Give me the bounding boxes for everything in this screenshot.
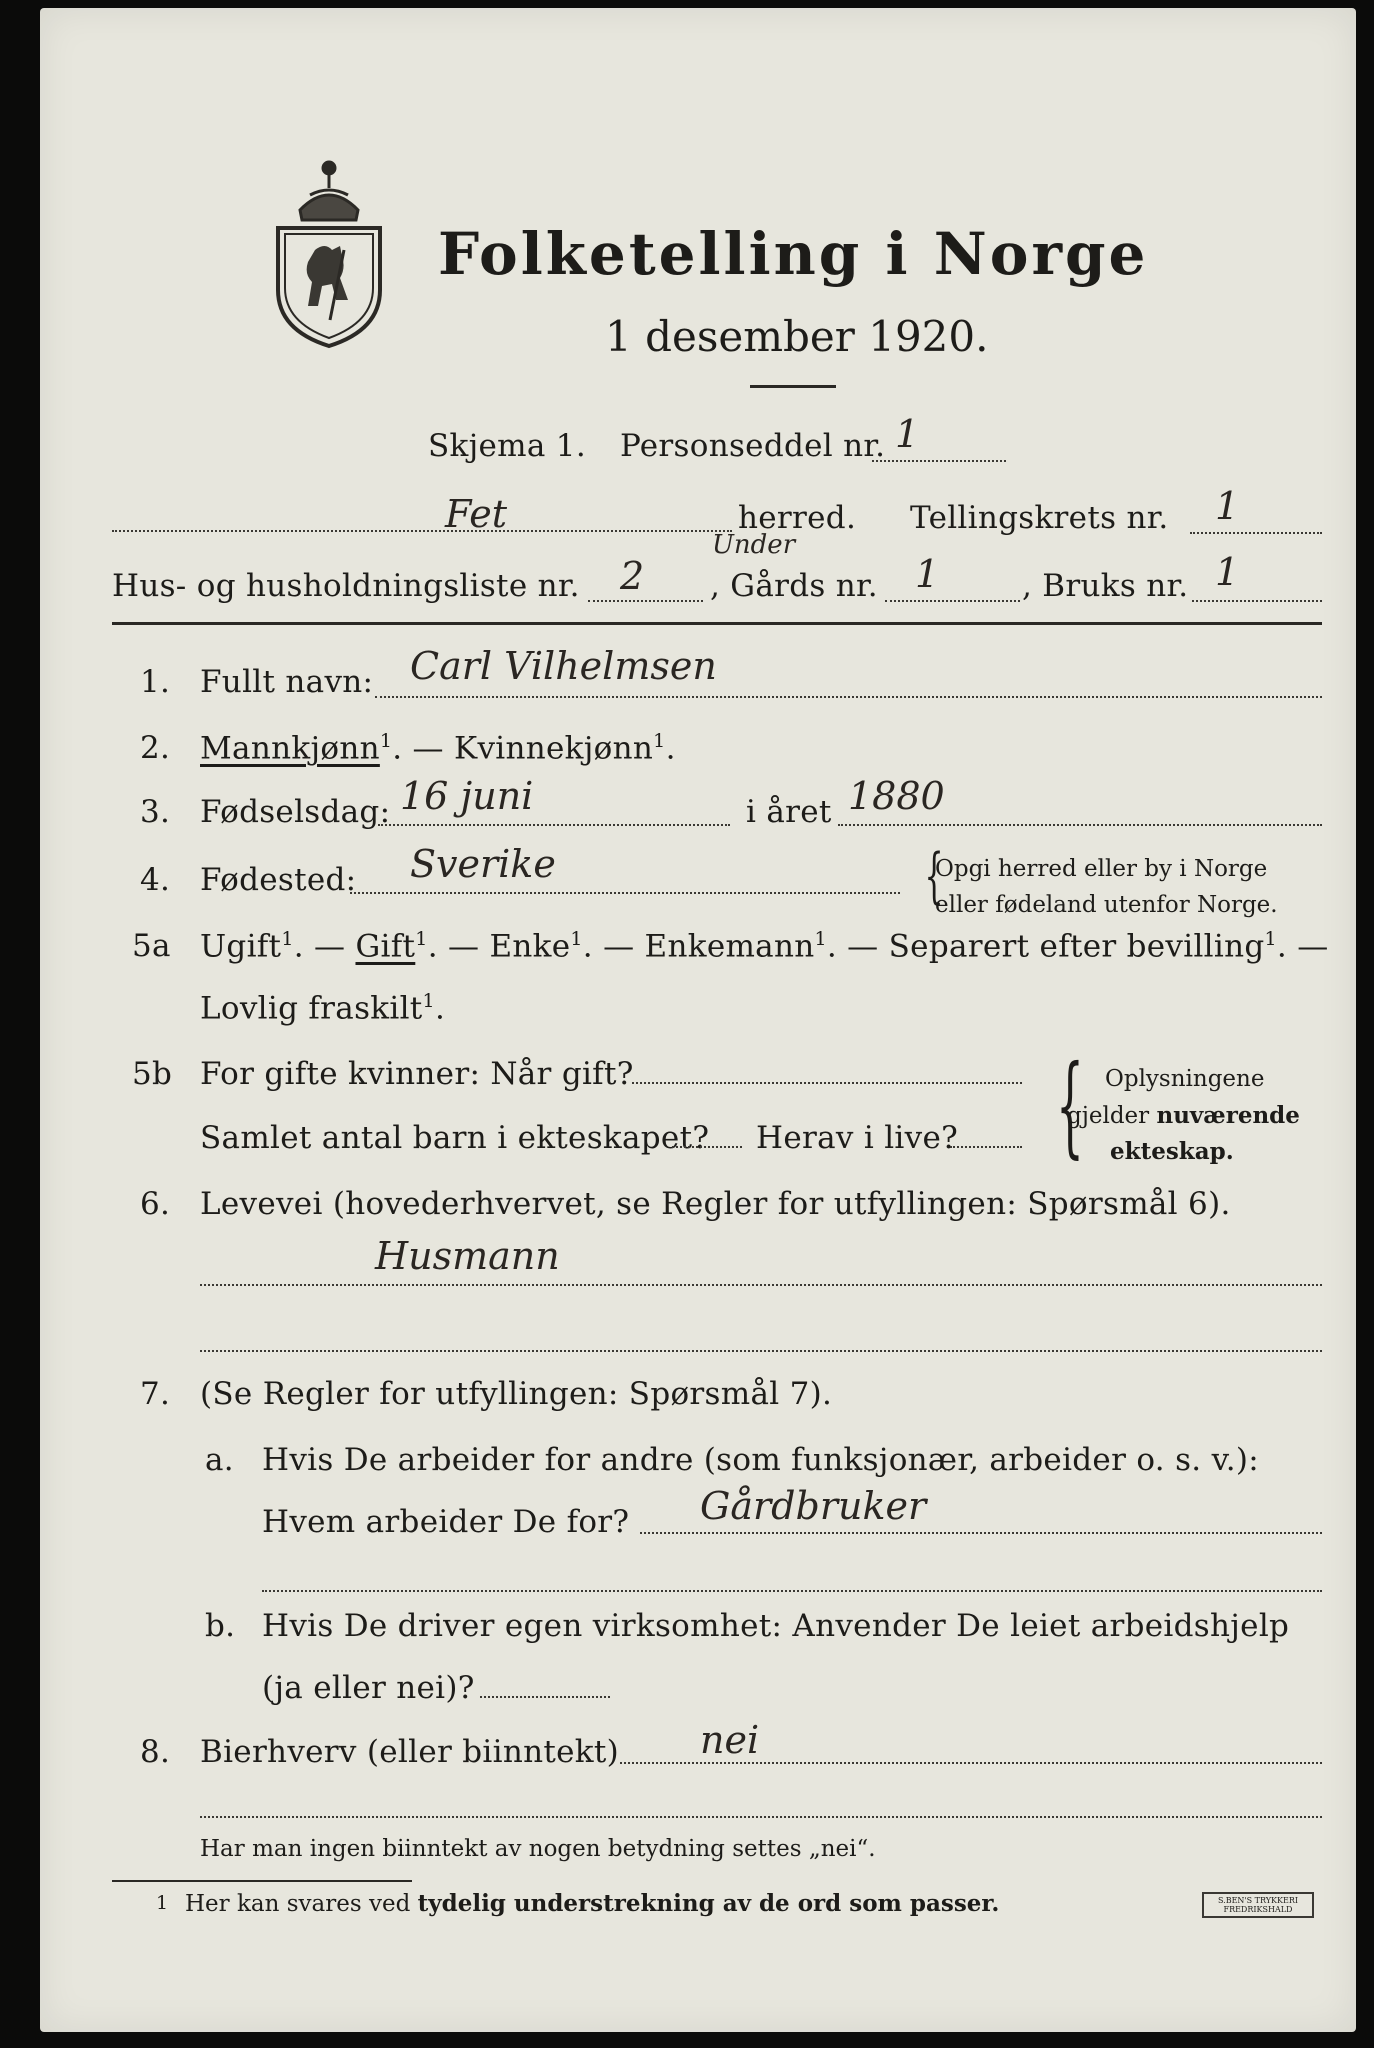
printer-stamp: S.BEN'S TRYKKERI FREDRIKSHALD	[1202, 1892, 1314, 1918]
q3-year-label: i året	[746, 794, 832, 830]
person-number-value: 1	[895, 412, 920, 456]
q5b-note-line3: ekteskap.	[1110, 1138, 1234, 1165]
q7a-label: Hvis De arbeider for andre (som funksjonær, arbeider o. s. v.):	[262, 1442, 1260, 1478]
q5b-label-married: For gifte kvinner: Når gift?	[200, 1056, 634, 1092]
q5b-married-line	[632, 1082, 1022, 1084]
q5b-alive-line	[950, 1146, 1022, 1148]
q7b-line	[480, 1696, 610, 1698]
under-note: Under	[712, 530, 796, 560]
q7a-line1	[640, 1532, 1322, 1534]
q7-label: (Se Regler for utfyllingen: Spørsmål 7).	[200, 1376, 833, 1412]
tellingskrets-value: 1	[1215, 484, 1240, 528]
q5b-label-alive: Herav i live?	[756, 1120, 959, 1156]
footnote-text: Her kan svares ved tydelig understrekning av de ord som passer.	[185, 1890, 1000, 1917]
bruks-line	[1192, 600, 1322, 602]
form-title: Folketelling i Norge	[438, 220, 1149, 288]
q5a-options: Ugift$^1$. — Gift$^1$. — Enke$^1$. — Enkemann$^1$. — Separert efter bevilling$^1$. —	[200, 928, 1329, 965]
herred-label: herred.	[738, 500, 857, 536]
gards-label: , Gårds nr.	[710, 568, 878, 604]
person-label: Personseddel nr.	[620, 428, 886, 464]
herred-value: Fet	[445, 492, 508, 536]
q3-year-line	[838, 824, 1322, 826]
q8-label: Bierhverv (eller biinntekt)	[200, 1734, 620, 1770]
q8-note: Har man ingen biinntekt av nogen betydning settes „nei“.	[200, 1836, 876, 1862]
q7a-question: Hvem arbeider De for?	[262, 1504, 630, 1540]
q4-note-line1: Opgi herred eller by i Norge	[935, 856, 1268, 882]
q6-label: Levevei (hovederhvervet, se Regler for utfyllingen: Spørsmål 6).	[200, 1186, 1231, 1222]
q5a-enke: Enke	[489, 928, 571, 965]
coat-of-arms-icon	[270, 150, 388, 350]
q8-number: 8.	[140, 1734, 171, 1770]
title-divider	[750, 385, 836, 388]
header-rule	[112, 622, 1322, 625]
q1-line	[375, 696, 1322, 698]
q6-occupation-value: Husmann	[375, 1234, 560, 1278]
footnote-number: 1	[156, 1892, 169, 1914]
q2-kvinne-option: Kvinnekjønn	[454, 730, 654, 767]
q1-label: Fullt navn:	[200, 664, 374, 700]
tellingskrets-label: Tellingskrets nr.	[910, 500, 1169, 536]
q2-number: 2.	[140, 730, 171, 766]
q8-line2	[200, 1816, 1322, 1818]
q5b-brace: {	[1056, 1041, 1084, 1169]
q2-mann-option: Mannkjønn	[200, 730, 380, 767]
q4-birthplace-value: Sverike	[410, 842, 556, 886]
q5a-lovlig: Lovlig fraskilt$^1$.	[200, 990, 446, 1027]
q7b-question: (ja eller nei)?	[262, 1670, 475, 1706]
q5a-number: 5a	[132, 928, 171, 964]
tellingskrets-line	[1190, 532, 1322, 534]
q3-label: Fødselsdag:	[200, 794, 391, 830]
q5a-ugift: Ugift	[200, 928, 282, 965]
bruks-value: 1	[1215, 550, 1240, 594]
q5a-separert: Separert efter bevilling	[888, 928, 1265, 965]
hus-label: Hus- og husholdningsliste nr.	[112, 568, 580, 604]
bruks-label: , Bruks nr.	[1022, 568, 1189, 604]
q5b-children-line	[672, 1146, 742, 1148]
q4-label: Fødested:	[200, 862, 357, 898]
q5b-note-line1: Oplysningene	[1105, 1066, 1265, 1092]
q8-line1	[620, 1762, 1322, 1764]
q5b-number: 5b	[132, 1056, 173, 1092]
q1-number: 1.	[140, 664, 171, 700]
q5b-note-line2: gjelder nuværende	[1067, 1102, 1300, 1129]
q1-full-name-value: Carl Vilhelmsen	[410, 644, 717, 688]
q8-side-income-value: nei	[700, 1718, 760, 1762]
form-date: 1 desember 1920.	[605, 312, 989, 361]
q3-number: 3.	[140, 794, 171, 830]
q7b-label: Hvis De driver egen virksomhet: Anvender De leiet arbeidshjelp	[262, 1608, 1290, 1644]
q6-line2	[200, 1350, 1322, 1352]
q2-options: Mannkjønn$^1$. — Kvinnekjønn$^1$.	[200, 730, 676, 767]
hus-value: 2	[620, 554, 645, 598]
hus-line	[588, 600, 703, 602]
herred-line	[112, 530, 732, 532]
q3-line	[378, 824, 730, 826]
q5b-label-children: Samlet antal barn i ekteskapet?	[200, 1120, 710, 1156]
q4-number: 4.	[140, 862, 171, 898]
q4-brace: {	[924, 841, 944, 911]
q7a-line2	[262, 1590, 1322, 1592]
footnote-rule	[112, 1880, 412, 1882]
q3-year-value: 1880	[848, 774, 945, 818]
q4-note-line2: eller fødeland utenfor Norge.	[935, 892, 1278, 918]
q3-birthday-value: 16 juni	[400, 774, 534, 818]
q6-line1	[200, 1284, 1322, 1286]
gards-value: 1	[915, 552, 940, 596]
gards-line	[885, 600, 1020, 602]
q5a-gift: Gift	[355, 928, 416, 965]
q6-number: 6.	[140, 1186, 171, 1222]
q5a-enkemann: Enkemann	[644, 928, 815, 965]
q7-number: 7.	[140, 1376, 171, 1412]
q7b-number: b.	[205, 1608, 236, 1644]
q7a-employer-value: Gårdbruker	[700, 1484, 927, 1528]
q7a-number: a.	[205, 1442, 234, 1478]
q4-line	[350, 892, 900, 894]
person-number-line	[872, 460, 1006, 462]
schema-label: Skjema 1.	[428, 428, 586, 464]
